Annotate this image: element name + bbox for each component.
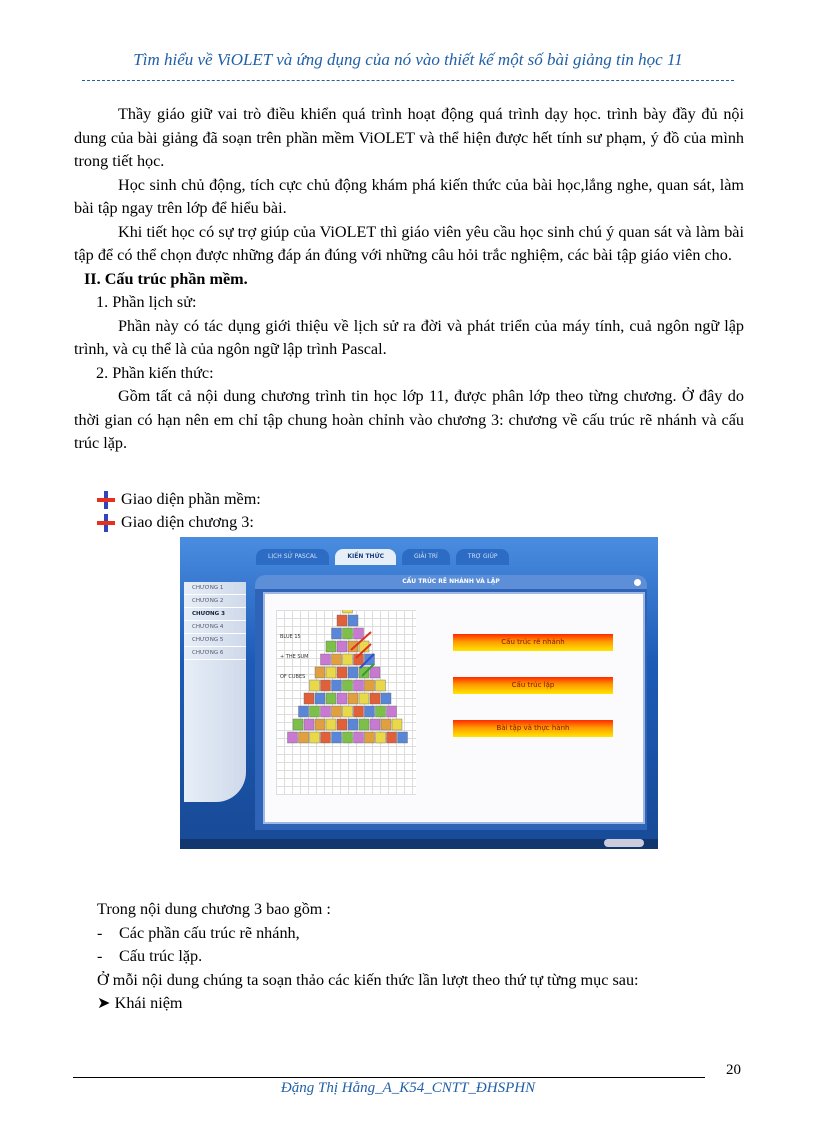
chapter-summary: [97, 898, 757, 1016]
pyramid-block: [387, 706, 397, 717]
pyramid-block: [354, 706, 364, 717]
pyramid-block: [359, 693, 369, 704]
pyramid-block: [354, 628, 364, 639]
pyramid-block: [315, 667, 325, 678]
sidebar-item-chapter-3[interactable]: CHƯƠNG 3: [184, 608, 246, 621]
pyramid-block: [348, 615, 358, 626]
pyramid-block: [370, 719, 380, 730]
paragraph-history: Phần này có tác dụng giới thiệu về lịch sử ra đời và phát triển của máy tính, cuả ngôn ngữ lập trình, và cụ thể là của ngôn ngữ lập trình Pascal.: [74, 316, 744, 358]
pyramid-block: [337, 667, 347, 678]
pyramid-block: [343, 628, 353, 639]
exercise-button[interactable]: Bài tập và thực hành: [453, 720, 613, 737]
pyramid-block: [370, 693, 380, 704]
pyramid-block: [348, 719, 358, 730]
arrow-item: ➤ Khái niệm: [97, 994, 183, 1012]
pyramid-block: [343, 732, 353, 743]
pyramid-block: [332, 680, 342, 691]
software-screenshot: [180, 537, 658, 849]
pyramid-block: [381, 719, 391, 730]
pyramid-block: [310, 706, 320, 717]
paragraph-lesson: Khi tiết học có sự trợ giúp của ViOLET thì giáo viên yêu cầu học sinh chú ý quan sát và làm bài tập để có thể chọn được những đáp án đúng với những câu hỏi trắc nghiệm, các bài tập giáo viên cho.: [74, 222, 744, 264]
pyramid-block: [392, 719, 402, 730]
tab-entertainment[interactable]: GIẢI TRÍ: [402, 549, 450, 565]
arrow-bullet-icon: ➤: [97, 994, 115, 1012]
paragraph-student: Học sinh chủ động, tích cực chủ động khám phá kiến thức của bài học,lắng nghe, quan sát, làm bài tập ngay trên lớp để hiểu bài.: [74, 175, 744, 217]
pyramid-block: [326, 693, 336, 704]
pyramid-block: [359, 667, 369, 678]
loop-structure-button[interactable]: Cấu trúc lặp: [453, 677, 613, 694]
close-icon[interactable]: [634, 579, 641, 586]
navigation-control[interactable]: [604, 839, 644, 847]
pyramid-image: [276, 610, 416, 795]
pyramid-block: [337, 693, 347, 704]
svg-text:+ THE SUM: + THE SUM: [280, 654, 309, 660]
pyramid-block: [376, 680, 386, 691]
pyramid-block: [321, 654, 331, 665]
bullet-label: Giao diện phần mềm:: [121, 490, 261, 508]
pyramid-block: [315, 693, 325, 704]
tab-history[interactable]: LỊCH SỬ PASCAL: [256, 549, 329, 565]
screenshot-tabbar: [256, 549, 515, 565]
section-heading: II. Cấu trúc phần mềm.: [84, 269, 248, 288]
pyramid-block: [310, 680, 320, 691]
pyramid-block: [321, 706, 331, 717]
paragraph-teacher: Thầy giáo giữ vai trò điều khiển quá trình hoạt động quá trình dạy học. trình bày đầy đủ nội dung của bài giảng đã soạn trên phần mềm ViOLET và thể hiện được hết tính sư phạm, ý đồ của mình trong tiết học.: [74, 105, 744, 170]
pyramid-block: [376, 732, 386, 743]
pyramid-block: [370, 667, 380, 678]
pyramid-block: [359, 719, 369, 730]
pyramid-block: [365, 706, 375, 717]
summary-sentence: Ở mỗi nội dung chúng ta soạn thảo các kiến thức lần lượt theo thứ tự từng mục sau:: [97, 970, 639, 989]
page-footer: Đặng Thị Hằng_A_K54_CNTT_ĐHSPHN: [280, 1080, 536, 1096]
pyramid-block: [332, 732, 342, 743]
pyramid-block: [293, 719, 303, 730]
sidebar-item-chapter-5[interactable]: CHƯƠNG 5: [184, 634, 246, 647]
pyramid-block: [387, 732, 397, 743]
list-item: - Các phần cấu trúc rẽ nhánh,: [97, 923, 300, 942]
pyramid-block: [354, 680, 364, 691]
pyramid-block: [365, 680, 375, 691]
pyramid-block: [332, 628, 342, 639]
pyramid-block: [337, 615, 347, 626]
pyramid-block: [332, 706, 342, 717]
pyramid-block: [348, 641, 358, 652]
page-number: 20: [726, 1062, 741, 1078]
pyramid-illustration: [276, 610, 416, 795]
sidebar-item-chapter-1[interactable]: CHƯƠNG 1: [184, 582, 246, 595]
content-panel: [255, 575, 647, 830]
pyramid-block: [337, 719, 347, 730]
pyramid-block: [343, 706, 353, 717]
bullet-chapter3-ui: [97, 513, 254, 532]
pyramid-block: [398, 732, 408, 743]
pyramid-block: [288, 732, 298, 743]
pyramid-block: [299, 706, 309, 717]
summary-intro: Trong nội dung chương 3 bao gồm :: [97, 900, 331, 918]
pyramid-block: [315, 719, 325, 730]
chapter-sidebar: [184, 582, 246, 802]
svg-text:OF CUBES: OF CUBES: [280, 674, 306, 680]
body-text: [74, 103, 744, 456]
numbered-item-history: 1. Phần lịch sử:: [96, 293, 197, 311]
status-bar: [180, 839, 658, 849]
list-item: - Cấu trúc lặp.: [97, 947, 203, 965]
pyramid-block: [348, 693, 358, 704]
bullet-cross-icon: [97, 514, 115, 532]
footer-rule: [73, 1077, 705, 1078]
pyramid-block: [376, 706, 386, 717]
pyramid-block: [348, 667, 358, 678]
pyramid-block: [365, 732, 375, 743]
pyramid-block: [337, 641, 347, 652]
svg-text:BLUE 15: BLUE 15: [280, 634, 301, 640]
bullet-software-ui: [97, 490, 261, 509]
tab-knowledge[interactable]: KIẾN THỨC: [335, 549, 396, 565]
pyramid-block: [381, 693, 391, 704]
pyramid-block: [326, 667, 336, 678]
pyramid-block: [326, 719, 336, 730]
pyramid-block: [332, 654, 342, 665]
sidebar-item-chapter-6[interactable]: CHƯƠNG 6: [184, 647, 246, 660]
page-header: Tìm hiểu về ViOLET và ứng dụng của nó vào thiết kế một số bài giảng tin học 11: [133, 50, 683, 69]
bullet-label: Giao diện chương 3:: [121, 513, 254, 531]
panel-title: CẤU TRÚC RẼ NHÁNH VÀ LẶP: [255, 575, 647, 589]
pyramid-block: [304, 693, 314, 704]
paragraph-knowledge: Gồm tất cả nội dung chương trình tin học lớp 11, được phân lớp theo từng chương. Ở đây do thời gian có hạn nên em chỉ tập chung hoàn chỉnh vào chương 3: chương về cấu trúc rẽ nhánh và cấu trúc lặp.: [74, 387, 744, 452]
pyramid-block: [310, 732, 320, 743]
pyramid-block: [343, 680, 353, 691]
pyramid-block: [304, 719, 314, 730]
sidebar-item-chapter-4[interactable]: CHƯƠNG 4: [184, 621, 246, 634]
panel-content: [263, 592, 645, 824]
branch-structure-button[interactable]: Cấu trúc rẽ nhánh: [453, 634, 613, 651]
tab-help[interactable]: TRỢ GIÚP: [456, 549, 510, 565]
pyramid-block: [343, 654, 353, 665]
pyramid-block: [354, 732, 364, 743]
header-rule: [82, 80, 734, 81]
numbered-item-knowledge: 2. Phần kiến thức:: [96, 363, 214, 382]
sidebar-item-chapter-2[interactable]: CHƯƠNG 2: [184, 595, 246, 608]
pyramid-block: [321, 732, 331, 743]
pyramid-block: [326, 641, 336, 652]
pyramid-block: [321, 680, 331, 691]
bullet-cross-icon: [97, 491, 115, 509]
pyramid-block: [299, 732, 309, 743]
pyramid-block: [343, 610, 353, 613]
